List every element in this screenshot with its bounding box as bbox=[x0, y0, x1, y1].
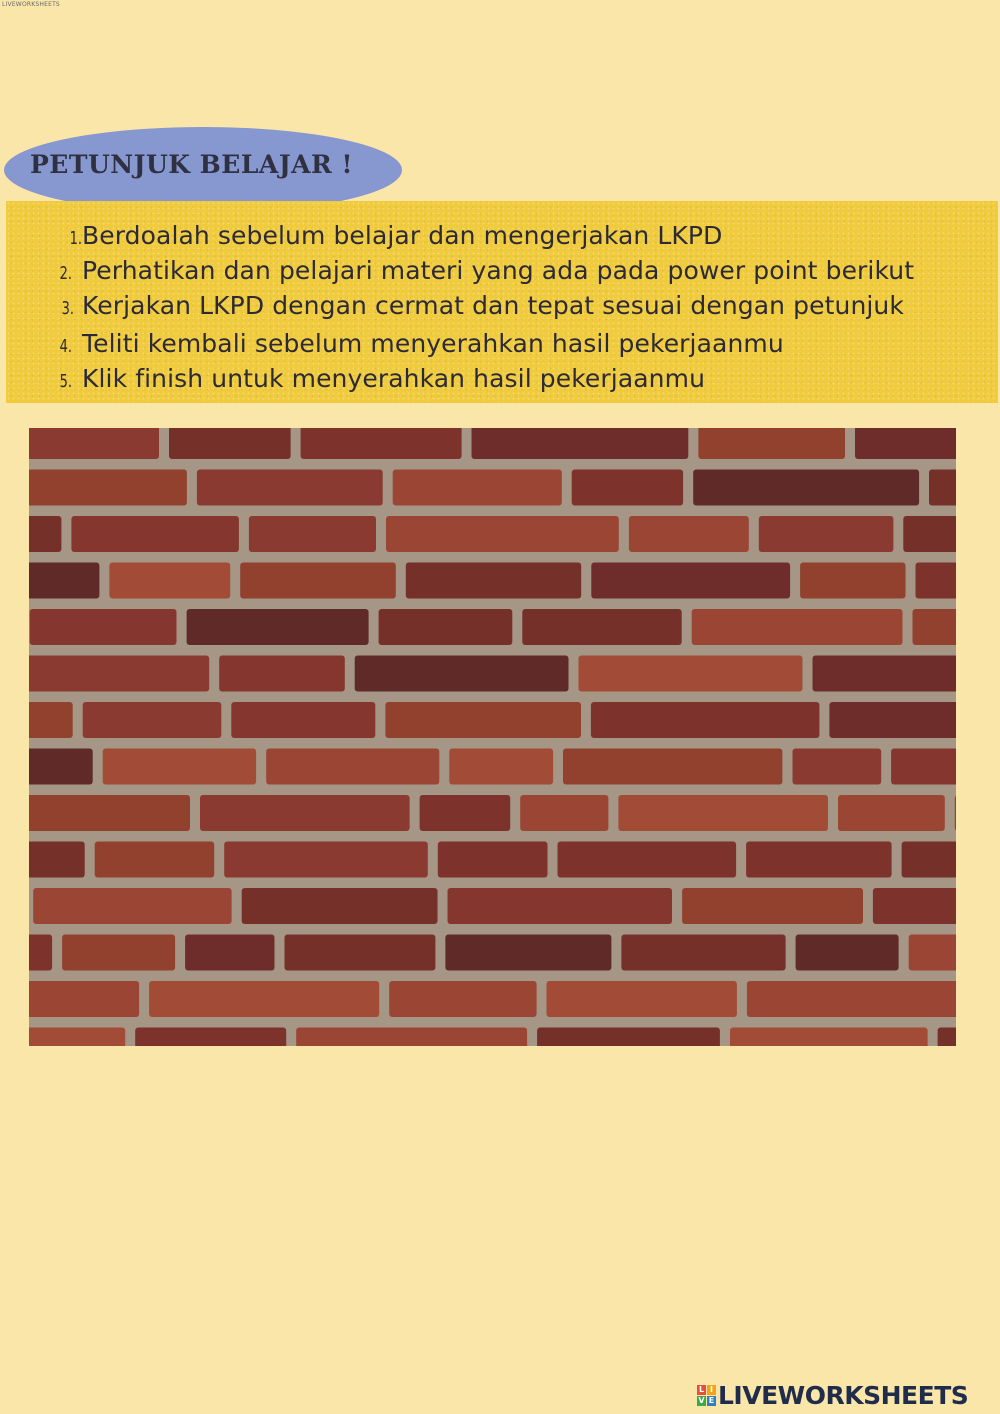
logo-letter: V bbox=[698, 1395, 705, 1405]
brick bbox=[62, 935, 175, 971]
brick bbox=[621, 935, 785, 971]
brick bbox=[355, 656, 569, 692]
brick bbox=[103, 749, 256, 785]
brick bbox=[224, 842, 428, 878]
brick bbox=[520, 795, 608, 831]
brick bbox=[591, 563, 790, 599]
brick bbox=[385, 702, 581, 738]
brick bbox=[135, 1028, 286, 1047]
logo-text: LIVEWORKSHEETS bbox=[718, 1380, 969, 1410]
brick bbox=[891, 749, 956, 785]
brick bbox=[200, 795, 410, 831]
brick bbox=[813, 656, 957, 692]
instruction-text: Klik finish untuk menyerahkan hasil pekerjaanmu bbox=[82, 364, 706, 393]
brick bbox=[29, 795, 190, 831]
brick bbox=[591, 702, 820, 738]
brick bbox=[438, 842, 548, 878]
logo-letter: E bbox=[708, 1395, 715, 1405]
instruction-text: Berdoalah sebelum belajar dan mengerjakan LKPD bbox=[82, 221, 723, 250]
brick bbox=[240, 563, 396, 599]
instruction-item-4 bbox=[6, 329, 996, 365]
brick bbox=[730, 1028, 928, 1047]
brick bbox=[29, 749, 93, 785]
brick bbox=[796, 935, 899, 971]
brick bbox=[149, 981, 379, 1017]
brick bbox=[95, 842, 215, 878]
brick bbox=[746, 842, 892, 878]
brick bbox=[29, 935, 52, 971]
brick bbox=[547, 981, 737, 1017]
brick bbox=[693, 470, 919, 506]
brick bbox=[30, 609, 177, 645]
brick bbox=[393, 470, 562, 506]
logo-letter: I bbox=[707, 1385, 716, 1395]
brick bbox=[406, 563, 581, 599]
logo-mark-icon bbox=[697, 1385, 716, 1406]
brick bbox=[579, 656, 803, 692]
instructions-panel bbox=[6, 201, 998, 403]
instruction-text: Kerjakan LKPD dengan cermat dan tepat sesuai dengan petunjuk bbox=[82, 291, 904, 320]
brick bbox=[563, 749, 782, 785]
liveworksheets-logo bbox=[697, 1380, 969, 1410]
brick bbox=[938, 1028, 956, 1047]
brick bbox=[249, 516, 376, 552]
brick bbox=[558, 842, 737, 878]
instruction-number: 1. bbox=[69, 228, 82, 249]
instruction-number: 3. bbox=[61, 298, 74, 319]
instruction-item-2 bbox=[6, 256, 996, 292]
brick bbox=[445, 935, 611, 971]
brick bbox=[219, 656, 345, 692]
logo-letter: L bbox=[698, 1384, 705, 1394]
brick bbox=[29, 981, 139, 1017]
brick-wall-image bbox=[29, 428, 956, 1046]
instruction-number: 5. bbox=[59, 371, 72, 392]
instruction-text: Teliti kembali sebelum menyerahkan hasil pekerjaanmu bbox=[82, 329, 784, 358]
brick bbox=[522, 609, 681, 645]
brick bbox=[33, 888, 231, 924]
brick bbox=[83, 702, 222, 738]
brick bbox=[902, 842, 956, 878]
instruction-item-5 bbox=[6, 364, 996, 400]
brick bbox=[109, 563, 230, 599]
brick bbox=[838, 795, 945, 831]
brick bbox=[572, 470, 683, 506]
brick bbox=[855, 428, 956, 459]
brick bbox=[187, 609, 369, 645]
brick bbox=[629, 516, 749, 552]
top-watermark: LIVEWORKSHEETS bbox=[2, 1, 60, 8]
instruction-item-3 bbox=[6, 291, 996, 327]
brick bbox=[29, 563, 99, 599]
brick bbox=[800, 563, 905, 599]
brick bbox=[420, 795, 511, 831]
brick bbox=[169, 428, 291, 459]
instruction-text: Perhatikan dan pelajari materi yang ada pada power point berikut bbox=[82, 256, 915, 285]
brick bbox=[285, 935, 436, 971]
brick bbox=[747, 981, 956, 1017]
brick bbox=[29, 470, 187, 506]
brick bbox=[916, 563, 957, 599]
brick bbox=[759, 516, 894, 552]
brick bbox=[301, 428, 462, 459]
brick bbox=[29, 702, 73, 738]
brick bbox=[829, 702, 956, 738]
brick bbox=[472, 428, 689, 459]
brick bbox=[682, 888, 863, 924]
brick bbox=[903, 516, 956, 552]
brick bbox=[955, 795, 956, 831]
brick bbox=[692, 609, 903, 645]
brick bbox=[698, 428, 845, 459]
brick bbox=[618, 795, 828, 831]
brick bbox=[537, 1028, 720, 1047]
brick bbox=[29, 656, 209, 692]
brick bbox=[448, 888, 673, 924]
instruction-number: 2. bbox=[59, 263, 72, 284]
page-title: PETUNJUK BELAJAR ! bbox=[30, 150, 354, 179]
brick bbox=[197, 470, 383, 506]
brick bbox=[296, 1028, 527, 1047]
brick bbox=[929, 470, 956, 506]
brick bbox=[793, 749, 882, 785]
brick bbox=[913, 609, 957, 645]
brick bbox=[266, 749, 439, 785]
brick bbox=[242, 888, 438, 924]
brick bbox=[449, 749, 553, 785]
instruction-number: 4. bbox=[59, 336, 72, 357]
brick-wall-photo bbox=[29, 428, 956, 1046]
brick bbox=[386, 516, 619, 552]
brick bbox=[379, 609, 513, 645]
instruction-item-1 bbox=[6, 221, 996, 257]
brick bbox=[909, 935, 956, 971]
brick bbox=[29, 428, 159, 459]
brick bbox=[29, 842, 85, 878]
brick bbox=[71, 516, 239, 552]
brick bbox=[389, 981, 536, 1017]
brick bbox=[29, 1028, 125, 1047]
brick bbox=[29, 516, 61, 552]
brick bbox=[185, 935, 274, 971]
brick bbox=[231, 702, 375, 738]
brick bbox=[873, 888, 956, 924]
